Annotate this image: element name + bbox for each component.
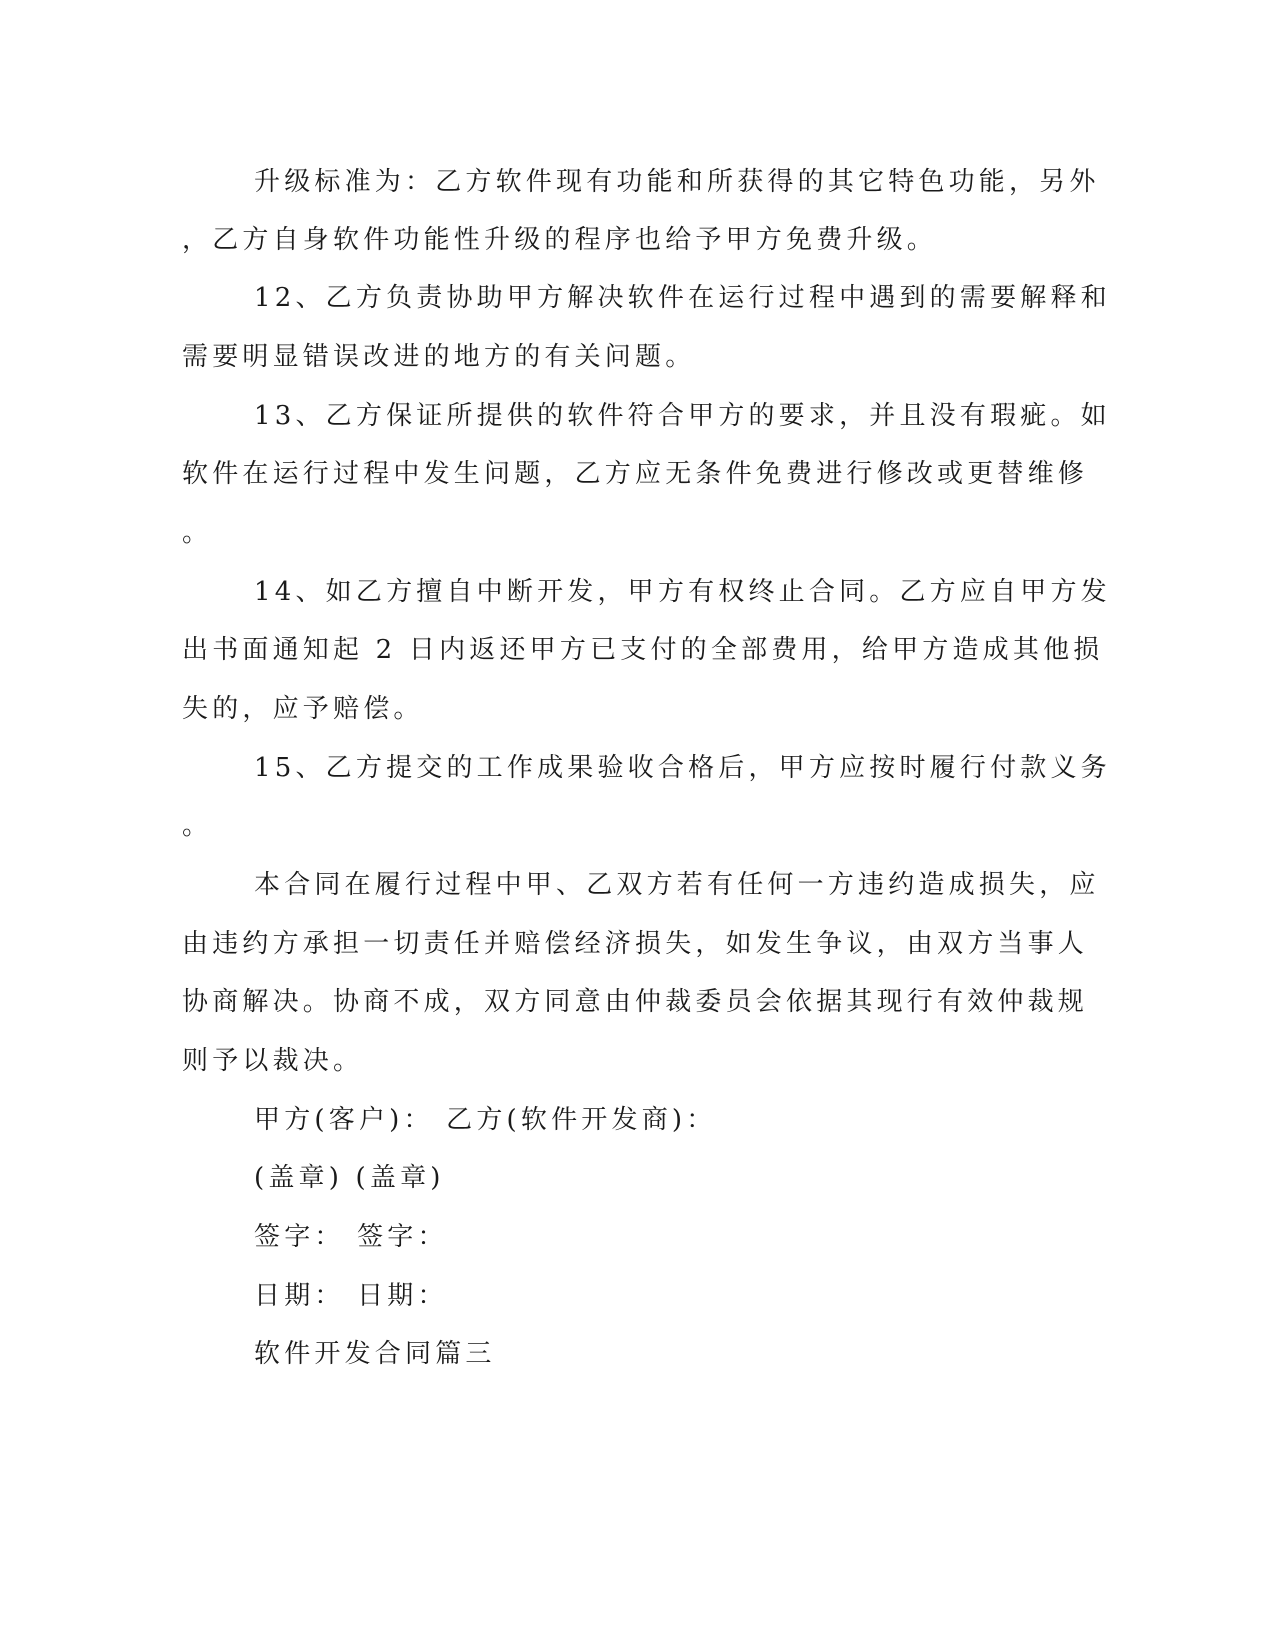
paragraph-upgrade-standard-line-2: ，乙方自身软件功能性升级的程序也给予甲方免费升级。 bbox=[182, 225, 938, 255]
clause-13-line-1: 13、乙方保证所提供的软件符合甲方的要求，并且没有瑕疵。如 bbox=[254, 401, 1111, 431]
clause-14-line-3: 失的，应予赔偿。 bbox=[182, 694, 424, 724]
dispute-clause-line-4: 则予以裁决。 bbox=[182, 1046, 364, 1076]
clause-12-line-2: 需要明显错误改进的地方的有关问题。 bbox=[182, 342, 696, 372]
signature-line: 签字： 签字： bbox=[254, 1222, 448, 1252]
clause-13-line-3: 。 bbox=[182, 518, 213, 548]
clause-12-line-1: 12、乙方负责协助甲方解决软件在运行过程中遇到的需要解释和 bbox=[254, 283, 1111, 313]
party-labels-line: 甲方(客户)： 乙方(软件开发商)： bbox=[254, 1105, 717, 1135]
date-line: 日期： 日期： bbox=[254, 1281, 448, 1311]
clause-13-line-2: 软件在运行过程中发生问题，乙方应无条件免费进行修改或更替维修 bbox=[182, 459, 1089, 489]
clause-15-line-1: 15、乙方提交的工作成果验收合格后，甲方应按时履行付款义务 bbox=[254, 753, 1111, 783]
clause-15-line-2: 。 bbox=[182, 811, 213, 841]
dispute-clause-line-1: 本合同在履行过程中甲、乙双方若有任何一方违约造成损失，应 bbox=[254, 870, 1100, 900]
paragraph-upgrade-standard-line-1: 升级标准为：乙方软件现有功能和所获得的其它特色功能，另外 bbox=[254, 167, 1100, 197]
clause-14-line-1: 14、如乙方擅自中断开发，甲方有权终止合同。乙方应自甲方发 bbox=[254, 577, 1111, 607]
seal-line: (盖章) (盖章) bbox=[254, 1163, 445, 1193]
document-body bbox=[182, 0, 1111, 1650]
dispute-clause-line-3: 协商解决。协商不成，双方同意由仲裁委员会依据其现行有效仲裁规 bbox=[182, 987, 1089, 1017]
section-heading-contract-part-3: 软件开发合同篇三 bbox=[254, 1339, 496, 1369]
dispute-clause-line-2: 由违约方承担一切责任并赔偿经济损失，如发生争议，由双方当事人 bbox=[182, 929, 1089, 959]
clause-14-line-2: 出书面通知起 2 日内返还甲方已支付的全部费用，给甲方造成其他损 bbox=[182, 635, 1104, 665]
